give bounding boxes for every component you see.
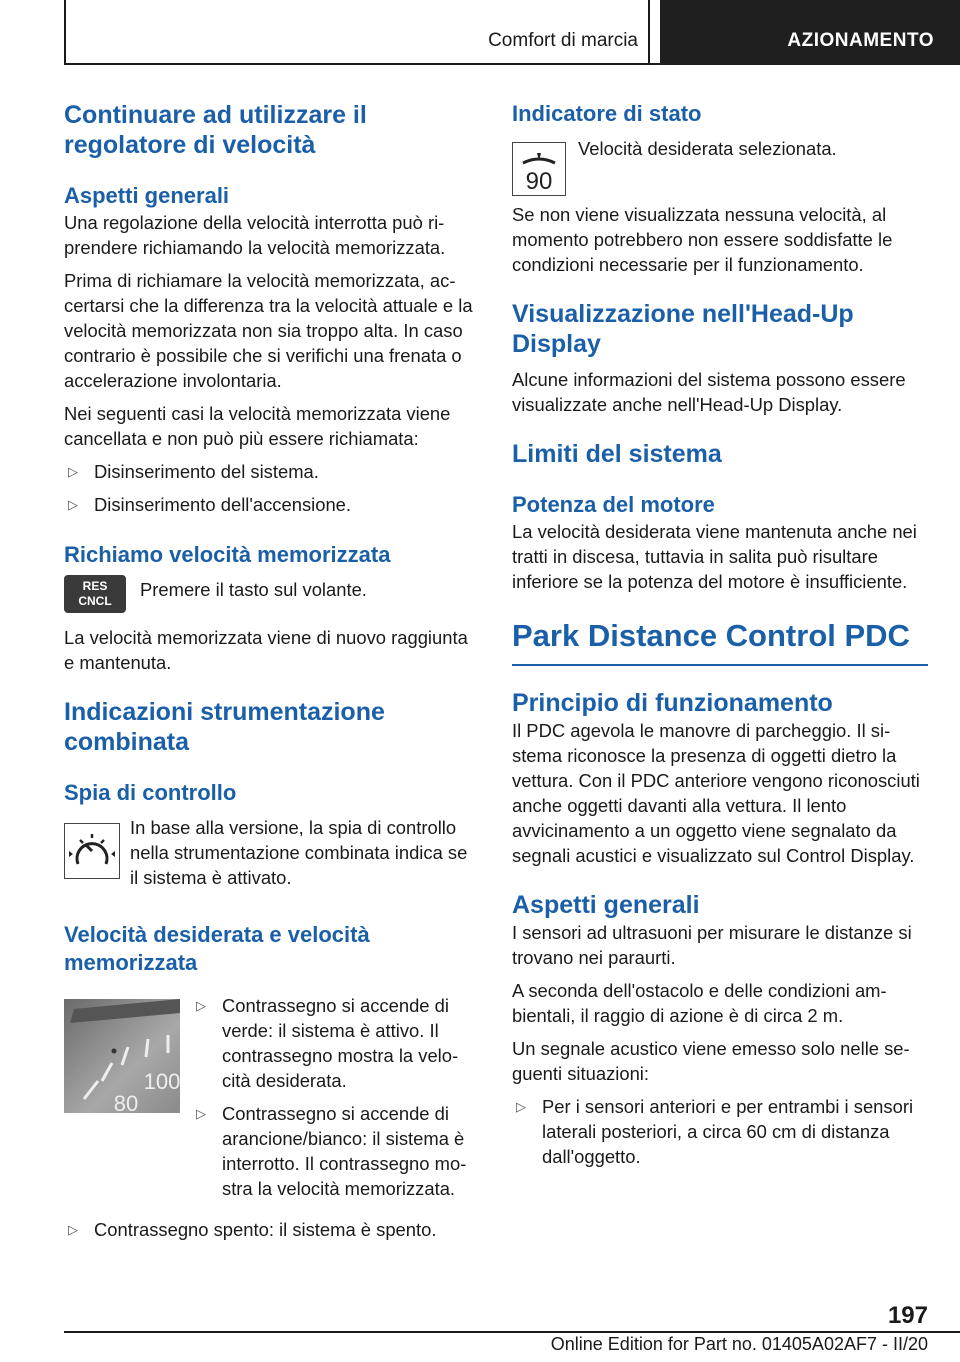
bullet-list [64,1217,480,1242]
heading-status-indicator: Indicatore di stato [512,101,702,126]
list-item: ▷ Contrassegno si accende di arancione/bianco: il sistema è interrotto. Il contrassegno mostra la velocità memorizzata. [196,1103,467,1199]
heading-engine-power: Potenza del motore [512,492,715,517]
edition-note: Online Edition for Part no. 01405A02AF7 - II/20 [550,1334,928,1354]
cruise-control-icon [64,823,120,879]
heading-general: Aspetti generali [64,183,230,208]
paragraph: Se non viene visualizzata nessuna velocità, al momento potrebbero non essere soddisfatte le condizioni necessarie per il funzionamento. [512,204,893,275]
paragraph: Nei seguenti casi la velocità memorizzata viene cancellata e non può più essere richiamata: [64,403,451,449]
status-row [512,136,928,202]
paragraph: Una regolazione della velocità interrotta può riprendere richiamando la velocità memorizzata. [64,212,446,258]
footer-rule [64,1331,960,1333]
paragraph: A seconda dell'ostacolo e delle condizioni ambientali, il raggio di azione è di circa 2 m. [512,980,887,1026]
dial-label-100: 100 [143,1069,180,1094]
speedometer-dial-icon [64,999,180,1113]
heading-indications: Indicazioni strumentazione combinata [64,698,385,756]
heading-desired-speed: Velocità desiderata e velocità memorizzata [64,922,370,975]
recall-row [64,577,480,625]
speed-value: 90 [525,168,553,195]
paragraph: Premere il tasto sul volante. [140,579,367,600]
heading-system-limits: Limiti del sistema [512,440,722,468]
desired-speed-row [64,993,480,1201]
list-item: ▷ Disinserimento dell'accensione. [68,494,352,515]
heading-warning-light: Spia di controllo [64,780,237,805]
heading-head-up-display: Visualizzazione nell'Head-Up Display [512,300,854,358]
chapter-title: AZIONAMENTO [787,30,934,51]
header-rule [64,63,660,65]
bullet-list [192,993,480,1201]
list-item: ▷ Contrassegno spento: il sistema è spento. [68,1219,437,1240]
triangle-bullet-icon: ▷ [68,497,78,512]
header-divider [64,0,66,65]
paragraph: Alcune informazioni del sistema possono essere visualizzate anche nell'Head-Up Display. [512,369,906,415]
heading-recall: Richiamo velocità memorizzata [64,542,391,567]
list-item: ▷ Disinserimento del sistema. [68,461,319,482]
paragraph: La velocità memorizzata viene di nuovo raggiunta e mantenuta. [64,627,468,673]
paragraph: Velocità desiderata selezionata. [578,138,837,159]
heading-general: Aspetti generali [512,891,700,919]
heading-park-distance-control: Park Distance Control PDC [512,616,928,666]
triangle-bullet-icon: ▷ [516,1099,526,1114]
left-column [64,100,480,1250]
paragraph: Prima di richiamare la velocità memorizzata, accertarsi che la differenza tra la velocità attuale e la velocità memorizzata non sia troppo alta. In caso contrario è possibile che si verifichi una frenata o accelerazione involontaria. [64,270,473,391]
desired-speed-icon [512,142,566,196]
triangle-bullet-icon: ▷ [196,1106,206,1121]
heading-operating-principle: Principio di funzionamento [512,689,833,717]
header-divider [648,0,650,65]
list-item: ▷ Contrassegno si accende di verde: il sistema è attivo. Il contrassegno mostra la velocità desiderata. [196,995,459,1091]
bullet-list [64,459,480,517]
paragraph: In base alla versione, la spia di controllo nella strumentazione combinata indica se il sistema è attivato. [130,817,468,888]
dial-label-80: 80 [113,1091,139,1113]
section-title: Comfort di marcia [488,30,638,51]
bullet-list [512,1094,928,1169]
paragraph: Un segnale acustico viene emesso solo nelle seguenti situazioni: [512,1038,910,1084]
warning-row [64,815,480,899]
paragraph: I sensori ad ultrasuoni per misurare le distanze si trovano nei paraurti. [512,922,912,968]
page-number: 197 [887,1302,928,1329]
triangle-bullet-icon: ▷ [196,998,206,1013]
triangle-bullet-icon: ▷ [68,464,78,479]
page-header [0,0,960,66]
list-item: ▷ Per i sensori anteriori e per entrambi i sensori laterali posteriori, a circa 60 cm di distanza dall'oggetto. [516,1096,914,1167]
res-cncl-button-icon: RES CNCL [64,575,126,613]
triangle-bullet-icon: ▷ [68,1222,78,1237]
paragraph: La velocità desiderata viene mantenuta anche nei tratti in discesa, tuttavia in salita può risultare inferiore se la potenza del motore è insufficiente. [512,521,917,592]
right-column [512,100,928,1177]
chapter-tab [660,0,960,65]
paragraph: Il PDC agevola le manovre di parcheggio. Il sistema riconosce la presenza di oggetti dietro la vettura. Con il PDC anteriore vengono riconosciuti anche oggetti davanti alla vettura. Il lento avvicinamento a un oggetto viene segnalato da segnali acustici e visualizzato sul Control Display. [512,720,920,866]
heading-continue: Continuare ad utilizzare il regolatore di velocità [64,101,367,159]
